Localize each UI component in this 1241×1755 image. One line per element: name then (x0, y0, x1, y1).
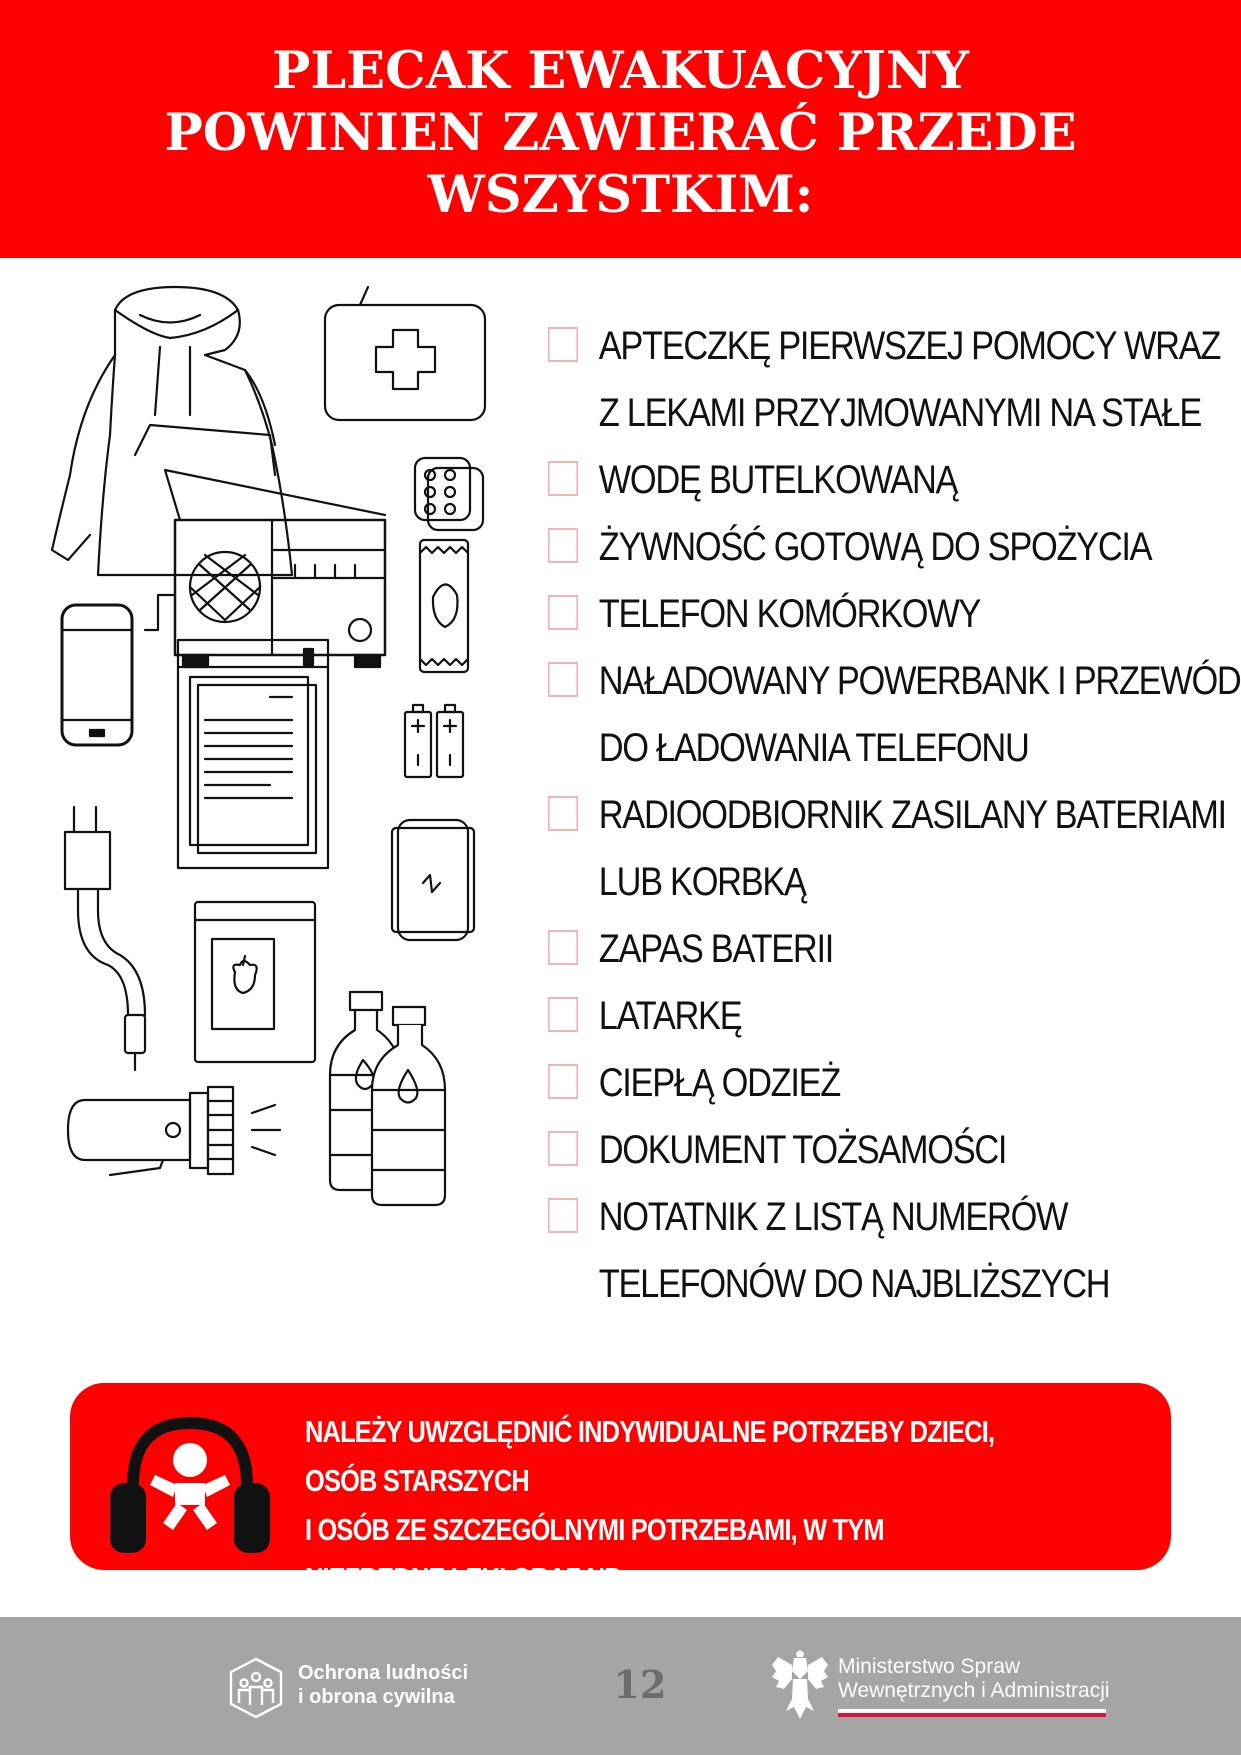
checklist-item-label: LATARKĘ (598, 994, 742, 1038)
checklist-item[interactable] (548, 648, 1241, 782)
pills-icon (415, 458, 483, 530)
checkbox[interactable] (548, 997, 578, 1032)
org-name: Ochrona ludności i obrona cywilna (298, 1662, 469, 1708)
checklist-item[interactable] (548, 782, 1241, 916)
water-bottles-icon (330, 992, 445, 1205)
checklist-item-label: WODĘ BUTELKOWANĄ (598, 458, 958, 502)
checklist-item[interactable] (548, 1050, 1241, 1117)
checkbox[interactable] (548, 930, 578, 965)
page-number: 12 (613, 1662, 667, 1707)
child-headphones-icon (105, 1405, 275, 1555)
checkbox[interactable] (548, 1064, 578, 1099)
checklist-item-label: DOKUMENT TOŻSAMOŚCI (598, 1128, 1007, 1172)
civil-protection-logo-icon (225, 1656, 287, 1720)
checkbox[interactable] (548, 662, 578, 697)
phone-icon (62, 605, 132, 745)
checklist-item-label: APTECZKĘ PIERWSZEJ POMOCY WRAZ Z LEKAMI PRZYJMOWANYMI NA STAŁE (598, 324, 1221, 435)
first-aid-kit-icon (325, 287, 485, 420)
radio-icon (145, 470, 385, 667)
checklist-item-label: NAŁADOWANY POWERBANK I PRZEWÓD DO ŁADOWANIA TELEFONU (598, 659, 1241, 770)
checklist-item[interactable] (548, 581, 1241, 648)
checklist-item-label: RADIOODBIORNIK ZASILANY BATERIAMI LUB KORBKĄ (598, 793, 1226, 904)
flashlight-icon (68, 1087, 280, 1175)
checklist-item-label: NOTATNIK Z LISTĄ NUMERÓW TELEFONÓW DO NAJBLIŻSZYCH (598, 1195, 1110, 1306)
header-banner (0, 0, 1241, 258)
white-eagle-emblem-icon (770, 1649, 830, 1721)
checklist-item[interactable] (548, 983, 1241, 1050)
hoodie-icon (52, 287, 292, 575)
checklist-item[interactable] (548, 447, 1241, 514)
checklist-item[interactable] (548, 1184, 1241, 1318)
ministry-name: Ministerstwo Spraw Wewnętrznych i Administracji (838, 1655, 1110, 1702)
checkbox[interactable] (548, 461, 578, 496)
checkbox[interactable] (548, 327, 578, 362)
footer (0, 1617, 1241, 1755)
batteries-icon (405, 705, 463, 777)
powerbank-icon (392, 820, 474, 940)
checkbox[interactable] (548, 796, 578, 831)
checklist (548, 313, 1241, 1318)
illustration-group (40, 275, 520, 1360)
checklist-item-label: CIEPŁĄ ODZIEŻ (598, 1061, 841, 1105)
checklist-item-label: TELEFON KOMÓRKOWY (598, 592, 981, 636)
flag-stripe (838, 1709, 1106, 1717)
checkbox[interactable] (548, 528, 578, 563)
checklist-item[interactable] (548, 514, 1241, 581)
notice-box (70, 1383, 1171, 1596)
checkbox[interactable] (548, 1131, 578, 1166)
checklist-item-label: ŻYWNOŚĆ GOTOWĄ DO SPOŻYCIA (598, 525, 1152, 569)
food-jar-icon (195, 902, 315, 1062)
snack-bar-icon (420, 540, 468, 672)
checklist-item[interactable] (548, 313, 1241, 447)
documents-icon (178, 640, 328, 868)
checkbox[interactable] (548, 1198, 578, 1233)
notice-text: NALEŻY UWZGLĘDNIĆ INDYWIDUALNE POTRZEBY DZIECI, OSÓB STARSZYCH I OSÓB ZE SZCZEGÓLNYMI POTRZEBAMI, W TYM NIEZBĘDNE LEKI ORAZ NP. (305, 1414, 995, 1596)
page-title: PLECAK EWAKUACYJNY POWINIEN ZAWIERAĆ PRZEDE WSZYSTKIM: (164, 41, 1077, 225)
charger-icon (65, 807, 145, 1070)
checklist-item[interactable] (548, 1117, 1241, 1184)
checklist-item[interactable] (548, 916, 1241, 983)
checkbox[interactable] (548, 595, 578, 630)
checklist-item-label: ZAPAS BATERII (598, 927, 834, 971)
